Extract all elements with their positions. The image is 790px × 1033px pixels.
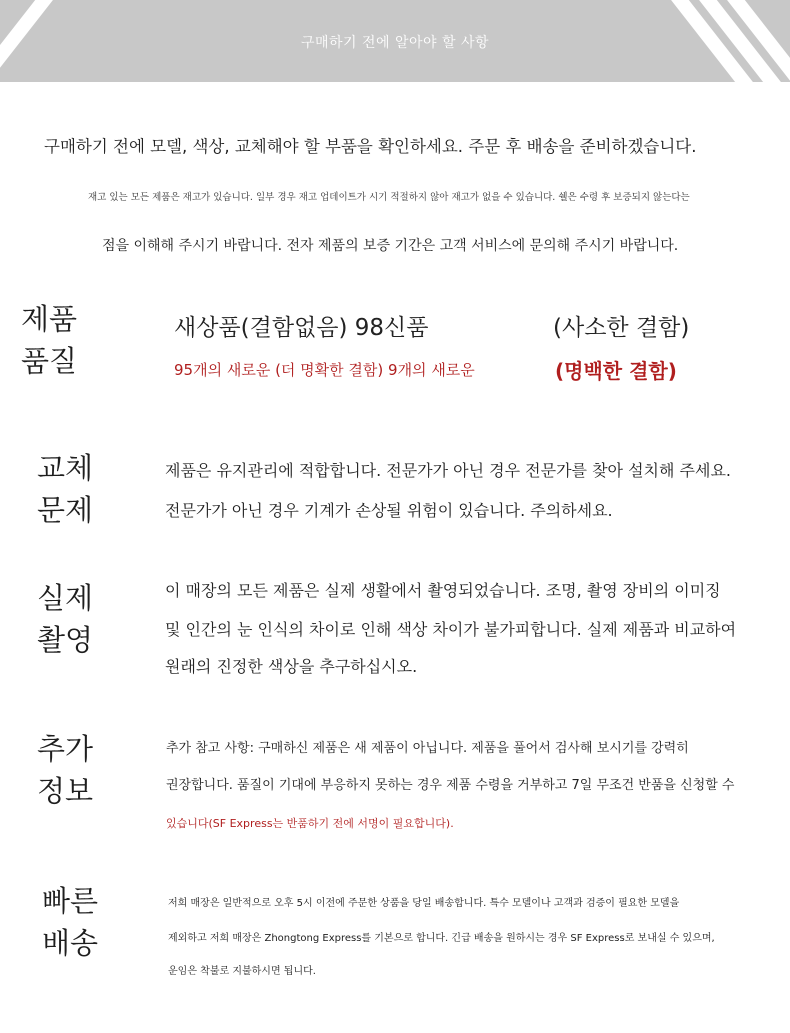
quality-95-90-grade: 95개의 새로운 (더 명확한 결함) 9개의 새로운 (174, 361, 475, 379)
label-line: 문제 (36, 493, 94, 528)
label-line: 제품 (20, 302, 78, 336)
section-label-shipping (30, 880, 110, 964)
additional-line-1: 추가 참고 사항: 구매하신 제품은 새 제품이 아닙니다. 제품을 풀어서 검사해 보시기를 강력히 (166, 741, 689, 756)
shipping-line-2: 제외하고 저희 매장은 Zhongtong Express를 기본으로 합니다. 긴급 배송을 원하시는 경우 SF Express로 보내실 수 있으며, (168, 933, 715, 944)
replacement-line-2: 전문가가 아닌 경우 기계가 손상될 위험이 있습니다. 주의하세요. (165, 501, 613, 520)
quality-obvious-defect: (명백한 결함) (555, 359, 677, 383)
section-label-additional (30, 728, 100, 812)
additional-line-2: 권장합니다. 품질이 기대에 부응하지 못하는 경우 제품 수령을 거부하고 7일 무조건 반품을 신청할 수 (166, 778, 735, 793)
photo-line-3: 원래의 진정한 색상을 추구하십시오. (165, 657, 418, 676)
quality-new-grade: 새상품(결함없음) 98신품 (174, 315, 429, 341)
label-line: 품질 (20, 344, 78, 379)
intro-line-3: 점을 이해해 주시기 바랍니다. 전자 제품의 보증 기간은 고객 서비스에 문의해 주시기 바랍니다. (102, 238, 679, 254)
additional-red-note: 있습니다(SF Express는 반품하기 전에 서명이 필요합니다). (166, 817, 454, 830)
label-line: 교체 (36, 451, 94, 485)
photo-line-1: 이 매장의 모든 제품은 실제 생활에서 촬영되었습니다. 조명, 촬영 장비의 이미징 (165, 581, 721, 600)
shipping-line-3: 운임은 착불로 지불하시면 됩니다. (168, 966, 316, 977)
label-line: 빠른 (41, 884, 99, 918)
intro-line-1: 구매하기 전에 모델, 색상, 교체해야 할 부품을 확인하세요. 주문 후 배송을 준비하겠습니다. (44, 137, 697, 156)
replacement-line-1: 제품은 유지관리에 적합합니다. 전문가가 아닌 경우 전문가를 찾아 설치해 주세요. (165, 461, 731, 480)
label-line: 배송 (41, 926, 99, 961)
quality-minor-defect: (사소한 결함) (553, 315, 690, 341)
intro-line-2: 재고 있는 모든 제품은 재고가 있습니다. 일부 경우 재고 업데이트가 시기 적절하지 않아 재고가 없을 수 있습니다. 쉘은 수령 후 보증되지 않는다는 (88, 192, 690, 203)
section-label-photo (30, 577, 100, 661)
photo-line-2: 및 인간의 눈 인식의 차이로 인해 색상 차이가 불가피합니다. 실제 제품과 비교하여 (165, 620, 737, 639)
label-line: 촬영 (36, 623, 94, 658)
label-line: 추가 (36, 732, 94, 766)
banner-title: 구매하기 전에 알아야 할 사항 (300, 35, 490, 51)
label-line: 실제 (36, 581, 94, 615)
header-banner (0, 0, 790, 82)
label-line: 정보 (36, 774, 94, 809)
shipping-line-1: 저희 매장은 일반적으로 오후 5시 이전에 주문한 상품을 당일 배송합니다. 특수 모델이나 고객과 검증이 필요한 모델을 (168, 898, 680, 909)
section-label-quality (14, 298, 84, 382)
section-label-replacement (30, 447, 100, 531)
